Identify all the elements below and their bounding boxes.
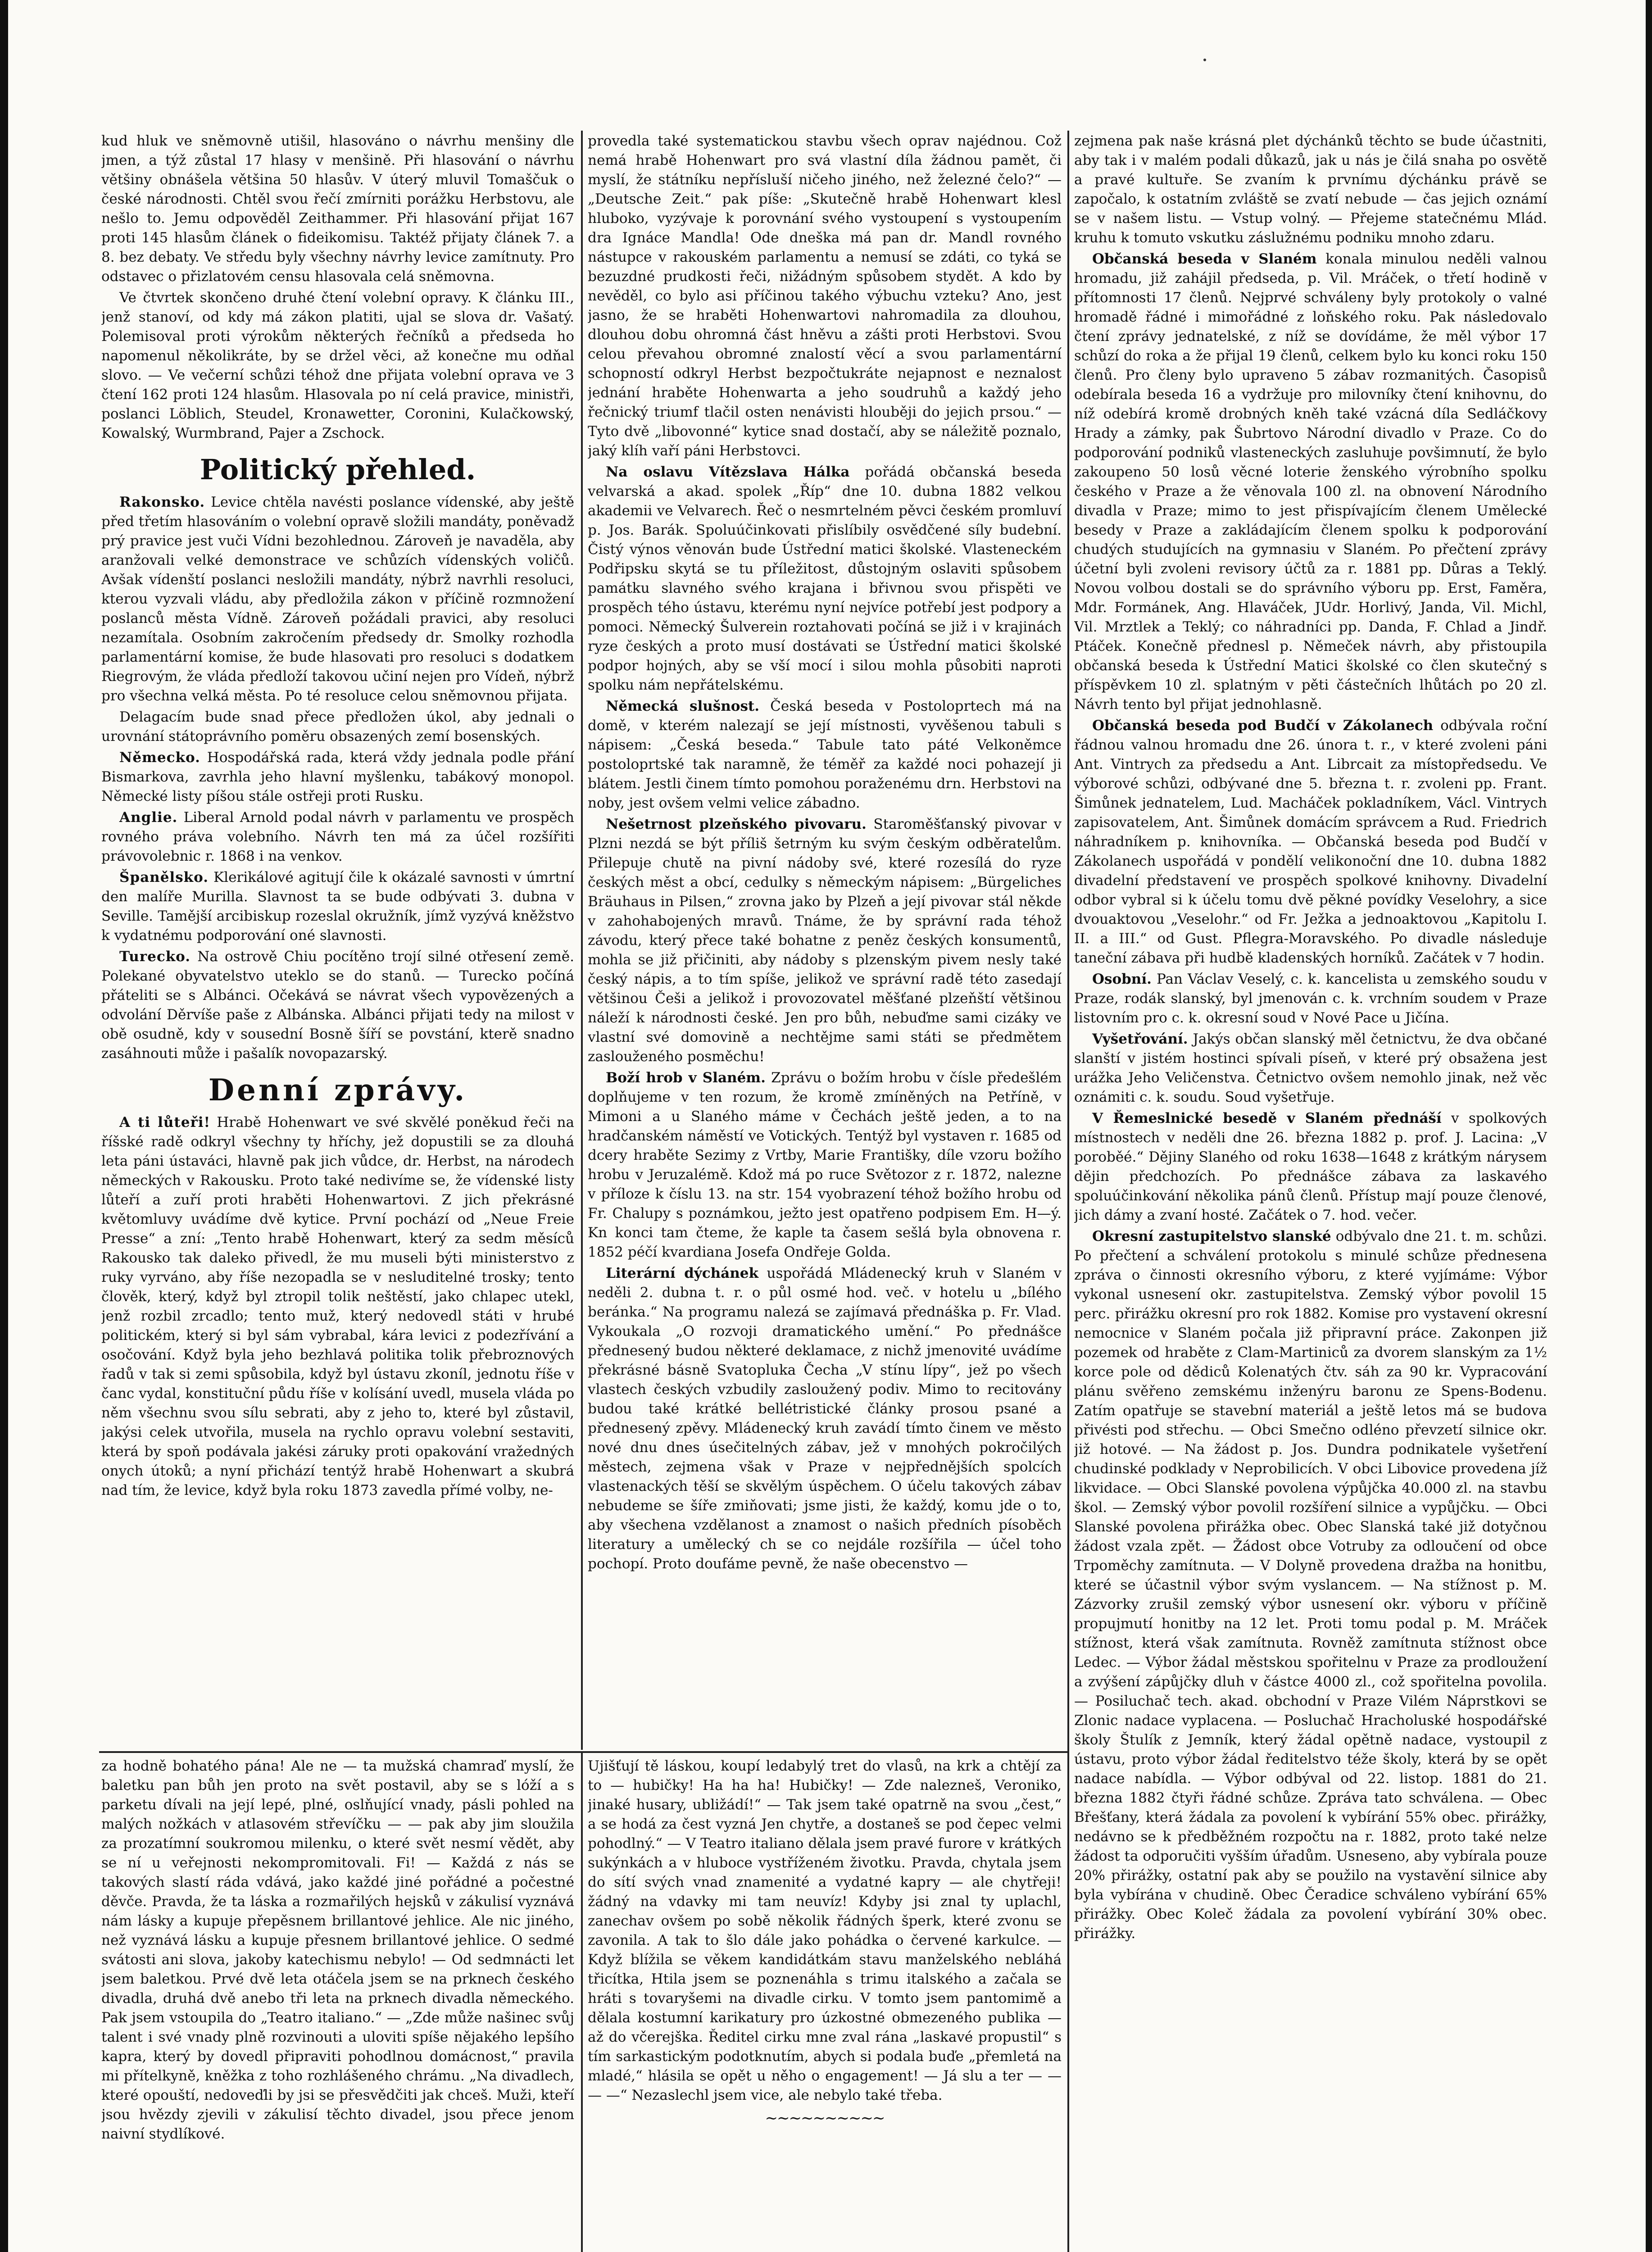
news-item: [588, 815, 1062, 1067]
politicky-item: [101, 868, 574, 945]
news-text: odbývalo dne 21. t. m. schůzi. Po přečtení a schválení protokolu s minulé schůze přednesena zpráva o činnosti okresního výboru, z které vyjímáme: Výbor vykonal usnesení okr. zastupitelstva. Zemský výbor povolil 15 perc. přirážku okresní pro rok 1882. Komise pro vystavení okresní nemocnice v Slaném počala již připravní práce. Zakonpen již pozemek od hraběte z Clam-Martiniců za dvorem slanským za 1½ korce pole od dědiců Kolenatých čtv. sáh za 90 kr. Vypracování plánu svěřeno zemskému inženýru baronu ze Spens-Bodenu. Zatím opatřuje se stavební materiál a ještě letos má se budova přivésti pod střechu. — Obci Smečno odléno převzetí silnice okr. již hotové. — Na žádost p. Jos. Dundra podnikatele vyšetření chudinské podklady v Neprobilicích. V obci Libovice provedena jíž likvidace. — Obci Slanské povolena výpůjčka 40.000 zl. na stavbu škol. — Zemský výbor povolil rozšíření silnice a vypůjčku. — Obci Slanské povolena přirážka obec. Obec Slanská také již dotyčnou žádost vzala zpět. — Žádost obce Votruby za odloučení od obce Trpoměchy zamítnuta. — V Dolyně provedena dražba na honitbu, které se účastnil výbor svým vyslancem. — Na stížnost p. M. Zázvorky zrušil zemský výbor usnesení okr. výboru v příčině propujmutí honitby na 12 let. Proti tomu podal p. M. Mráček stížnost, která však zamítnuta. Rovněž zamítnuta stížnost obce Ledec. — Výbor žádal městskou spořitelnu v Praze za prodloužení a zvýšení zápůjčky dluh v částce 4000 zl., což spořitelna povolila. — Posiluchač tech. akad. obchodní v Praze Vilém Náprstkovi se Zlonic nadace vyplacena. — Posluchač Hracholuské hospodářské školy Štulík z Jemník, který žádal opětně nadace, vystoupil z ústavu, proto výbor žádal ředitelstvo téže školy, která by se opět nadace nabídla. — Výbor odbýval od 22. listop. 1881 do 21. března 1882 čtyři řádné schůze. Zpráva tato schválena. — Obec Břešťany, která žádala za povolení k vybírání 55% obec. přirážky, nedávno se k předběžném rozpočtu na r. 1882, proto také nelze žádost ta odporučiti vyšším úřadům. Usneseno, aby vybírala pouze 20% přirážky, ostatní pak aby se použilo na vystavění silnice aby byla vybírána v chudině. Obec Čeradice schváleno vybírání 65% přirážky. Obec Koleč žádala za povolení vybírání 30% obec. přirážky.: [1074, 1228, 1547, 1942]
politicky-item: [101, 808, 574, 866]
topic-label: Anglie.: [119, 809, 178, 826]
column-gutter-2: [1067, 131, 1069, 2252]
topic-text: Hospodářská rada, která vždy jednala podle přání Bismarkova, zavrhla jeho hlavní myšlenku, tabákový monopol. Německé listy píšou stále ostřeji proti Rusku.: [101, 749, 574, 804]
news-head: V Řemeslnické besedě v Slaném přednáší: [1092, 1110, 1442, 1126]
politicky-item: [101, 493, 574, 706]
topic-label: Rakonsko.: [119, 494, 205, 510]
news-text: odbývala roční řádnou valnou hromadu dne 26. února t. r., v které zvoleni páni Ant. Vintrych za předsedu a Ant. Librcait za místopředsedu. Ve výborové schůzi, odbývané dne 5. března t. r. zvoleni pp. Frant. Šimůnek jednatelem, Lud. Macháček pokladníkem, Václ. Vintrych zapisovatelem, Ant. Šimůnek domácím správcem a Rud. Friedrich náhradníkem p. knihovníka. — Občanská beseda pod Budčí v Zákolanech uspořádá v pondělí velikonoční dne 10. dubna 1882 divadelní představení ve prospěch spolkové knihovny. Divadelní odbor vybral si k účelu tomu dvě pěkné povídky Veselohry, a sice dvouaktovou „Veselohr.“ od Fr. Ježka a jednoaktovou „Kapitolu I. II. a III.“ od Gust. Pflegra-Moravského. Po divadle následuje taneční zábava při hudbě kladenských horníků. Začátek v 7 hodin.: [1074, 717, 1547, 966]
column3-intro: zejmena pak naše krásná plet dýchánků těchto se bude účastniti, aby tak i v malém podali důkazů, jak u nás je čilá snaha po osvětě a pravé kultuře. Se zvaním k prvnímu dýchánku právě se započalo, k ostatním zvláště se zvatí nebude — čas jejich oznámí se v našem listu. — Vstup volný. — Přejeme statečnému Mlád. kruhu k tomuto vskutku záslužnému podniku mnoho zdaru.: [1074, 133, 1547, 246]
topic-text: Klerikálové agitují čile k okázalé savnosti v úmrtní den malíře Murilla. Slavnost ta se bude odbývati 3. dubna v Seville. Tamější arcibiskup rozeslal okružník, jímž vyzývá kněžstvo k vydatnému podporování oné slavnosti.: [101, 869, 574, 944]
column2-top: provedla také systematickou stavbu všech oprav najédnou. Což nemá hrabě Hohenwart pro svá vlastní díla žádnou pamět, či myslí, že státníku nepřísluší ničeho jiného, než železné čelo?“ — „Deutsche Zeit.“ pak píše: „Skutečně hrabě Hohenwart klesl hluboko, vyzývaje k porovnání svého vystoupení s vystoupením dra Ignáce Mandla! Ode dneška má pan dr. Mandl rovného nástupce v rakouském parlamentu a nemusí se zdáti, co tyká se bezuzdné prudkosti řeči, nižádným spůsobem stydět. A kdo by nevěděl, co bylo asi příčinou takého výbuchu vzteku? Ano, jest jasno, že se hraběti Hohenwartovi nahromadila za dlouhou, dlouhou dobu ohromná část hněvu a zášti proti Herbstovi. Svou celou převahou obromné znalostí věcí a svou parlamentární schopností odkryl Herbst bezpočtukráte nejapnost e neznalost jednání hraběte Hohenwarta a jeho soudruhů a každý jeho řečnický triumf tlačil osten nenávisti hlouběji do jejich prsou.“ — Tyto dvě „libovonné“ kytice snad dostačí, aby se náležitě poznalo, jaký klíh vaří páni Herbstovci.: [588, 133, 1062, 459]
news-text: Pan Václav Veselý, c. k. kancelista u zemského soudu v Praze, rodák slanský, byl jmenován c. k. vrchním soudem v Praze listovním pro c. k. okresní soud v Nové Pace u Jičína.: [1074, 971, 1547, 1026]
feuilleton-column-1: [101, 1757, 574, 2252]
news-text: uspořádá Mládenecký kruh v Slaném v neděli 2. dubna t. r. o půl osmé hod. več. v hotelu u „bílého beránka.“ Na programu nalezá se zajímavá přednáška p. Fr. Vlad. Vykoukala „O rozvoji dramatického umění.“ Po přednášce přednesený budou některé deklamace, z nichž jmenovité uvádíme překrásné básně Svatopluka Čecha „V stínu lípy“, jež po všech vlastech českých vzbudily zasloužený podiv. Mimo to recitovány budou také krátké bellétristické články prosou psané a přednesený zpěvy. Mládenecký kruh zavádí tímto činem ve město nové dnu dnes úsečitelných zábav, jež v mnohých pokročilých městech, zejmena však v Praze v nejpřednějších spolcích vlastenackých těší se skvělým úspěchem. O účelu takových zábav nebudeme se šíře zmiňovati; jsme jisti, že každý, komu jde o to, aby všechena vzdělanost a znamost o našich předních písoběch literatury a umělecký ch se co nejdále rozšířila — účel toho pochopí. Proto doufáme pevně, že naše obecenstvo —: [588, 1265, 1062, 1572]
news-item: [588, 463, 1062, 695]
topic-label: Španělsko.: [119, 869, 209, 885]
politicky-item: [101, 708, 574, 746]
feuilleton-text-2: Ujišťují tě láskou, koupí ledabylý tret do vlasů, na krk a chtějí za to — hubičky! Ha ha ha! Hubičky! — Zde nalezneš, Veroniko, jinaké husary, ubližádí!“ — Tak jsem také opatrně na svou „čest,“ a se hodá za čest vyzná Jen chytře, a dostaneš se pod čepec velmi pohodlný.“ — V Teatro italiano dělala jsem pravé furore v krátkých sukýnkách a v hluboce vystříženém životku. Pravda, chytala jsem do sítí svých vnad znamenité a vydatné kapry — ale chytřeji! žádný na vdavky mi tam neuvíz! Kdyby jsi znal ty uplachl, zanechav ovšem po sobě několik řádných šperk, které zvonu se zavonila. A tak to šlo dále jako pohádka o červené karkulce. — Když blížila se věkem kandidátkám stavu manželského nebláhá třicítka, Htila jsem se poznenáhla s trimu italského a začala se hráti s tovaryšemi na divadle cirku. V tomto jsem pantomimě a dělala kostumní karikatury pro úzkostné obmezeného publika — až do včerejška. Ředitel cirku mne zval rána „laskavé propustil“ s tím sarkastickým podotknutím, abych si podala buďe „přemletá na mladé,“ hlásila se opět u něho o engagement! — Já slu a ter — — — —“ Nezaslechl jsem vice, ale nebylo také třeba.: [588, 1758, 1062, 2103]
news-head: Německá slušnost.: [606, 698, 760, 714]
news-head: Nešetrnost plzeňského pivovaru.: [606, 816, 867, 832]
page-edge-left: [0, 0, 8, 2252]
news-item: [588, 1264, 1062, 1574]
topic-text: Levice chtěla navésti poslance vídenské, aby ještě před třetím hlasováním o volební opravě složili mandáty, poněvadž prý pravice jest vuči Vídni bezohlednou. Zároveň je navaděla, aby aranžovali velké demonstrace ve schůzích vídenských voličů. Avšak vídenští poslanci nesložili mandáty, nýbrž navrhli resoluci, kterou vyzvali vládu, aby předložila zákon v příčině rozmnožení poslanců města Vídně. Zároveň požádali pravici, aby resoluci nezamítala. Osobním zakročením předsedy dr. Smolky rozhodla parlamentární komise, že bude hlasovati pro resoluci s dodatkem Riegrovým, že vláda předloží takovou učiní nejen pro Vídeň, nýbrž pro všechna velká města. Po té resoluce celou sněmovnou přijata.: [101, 494, 574, 704]
topic-label: Turecko.: [119, 949, 191, 965]
news-head: Vyšetřování.: [1092, 1031, 1188, 1047]
feuilleton-text-1: za hodně bohatého pána! Ale ne — ta mužská chamraď myslí, že baletku pan bůh jen proto na svět postavil, aby se s lóží a s parketu dívali na její lepé, plné, oslňující vnady, pásli pohled na malých nožkách v atlasovém střevíčku — — pak aby jim sloužila za prozatímní soukromou milenku, o které svět nesmí vědět, aby se ní u veřejnosti nekompromitovali. Fi! — Každá z nás se takových slastí ráda vdává, jako každé jiné pořádné a počestné děvče. Pravda, že ta láska a rozmařilých hejsků v zákulisí vyznává nám lásky a kupuje přepěsnem brillantové jehlice. Ale nic jiného, než vyznává lásku a kupuje přesnem brillantové jehlice. O sedmé svátosti ani slova, jakoby katechismu nebylo! — Od sedmnácti let jsem baletkou. Prvé dvě leta otáčela jsem se na prknech českého divadla, druhá dvě anebo tři leta na prknech divadla německého. Pak jsem vstoupila do „Teatro italiano.“ — „Zde může našinec svůj talent i své vnady plně rozvinouti a uloviti spíše nějakého lepšího kapra, který by dovedl připraviti pohodlnou domácnost,“ pravila mi přítelkyně, kněžka z toho rozhlášeného chrámu. „Na divadlech, které opouští, nedoveďli by jsi se přesvědčiti jak chceš. Muži, kteří jsou hvězdy zjevili v zákulisí těchto divadel, jsou přece jenom naivní stydlíkové.: [101, 1758, 574, 2142]
news-item: [588, 697, 1062, 813]
news-item: [1074, 1109, 1547, 1225]
page-edge-right: [1646, 0, 1652, 2252]
column-3: [1074, 132, 1547, 2252]
section-title-politicky: Politický přehled.: [200, 453, 476, 486]
news-text: Staroměšťanský pivovar v Plzni nezdá se být příliš šetrným ku svým českým odběratelům. Přilepuje chutě na pivní nádoby své, které rozesílá do ryze českých měst a obcí, cedulky s německým nápisem: „Bürgeliches Bräuhaus in Pilsen,“ zrovna jako by Plzeň a její pivovar stál někde v zahohabojených mravů. Tnáme, že by správní rada téhož závodu, který přece také bohatne z peněz českých konsumentů, mohla se již přičiniti, aby nádoby s plzenským pivem nesly také český nápis, a to tím spíše, jelikož ve správní radě této zasedají většinou Češi a jelikož i provozovatel měšťané plzeňští většinou náleží k národnosti české. Jen pro bůh, nebuďme sami cizáky ve vlastní své domovině a nechtějme sami státi se předmětem zaslouženého posměchu!: [588, 816, 1062, 1065]
news-head: Osobní.: [1092, 971, 1152, 987]
feuilleton-gutter: [581, 1753, 583, 2252]
news-head: Občanská beseda pod Budčí v Zákolanech: [1092, 717, 1434, 734]
news-item: [1074, 970, 1547, 1028]
news-item: [1074, 250, 1547, 714]
news-head: Literární dýchánek: [606, 1265, 759, 1281]
section-title-denni: Denní zprávy.: [208, 1072, 467, 1108]
news-item: [1074, 716, 1547, 968]
print-speck: [1203, 59, 1206, 61]
news-head: Okresní zastupitelstvo slanské: [1092, 1228, 1331, 1244]
news-item: [1074, 1227, 1547, 1943]
news-head: Na oslavu Vítězslava Hálka: [606, 464, 850, 480]
news-text: Jakýs občan slanský měl četnictvu, že dva občané slanští v jistém hostinci spívali píseň, v které prý obsažena jest urážka Jeho Veličenstva. Četnictvo ovšem nemohlo jinak, než věc oznámiti c. k. soudu. Soud vyšetřuje.: [1074, 1031, 1547, 1105]
politicky-item: [101, 947, 574, 1063]
column-1: [101, 132, 574, 1748]
denni-item: [101, 1113, 574, 1500]
feuilleton-divider: [99, 1751, 1067, 1753]
wavy-separator-ornament: ∼∼∼∼∼∼∼∼∼∼: [765, 2109, 885, 2127]
column-2: [588, 132, 1062, 1748]
column-gutter-1: [581, 131, 583, 1750]
news-text: v spolkových místnostech v neděli dne 26. března 1882 p. prof. J. Lacina: „V poroběé.“ Dějiny Slaného od roku 1638—1648 z krátkým nárysem dějin předchozích. Po přednášce zábava za laskavého spoluúčinkování několika pánů členů. Přístup mají pouze členové, jich dámy a zvaní hosté. Začátek o 7. hod. večer.: [1074, 1110, 1547, 1223]
news-text: konala minulou neděli valnou hromadu, již zahájil předseda, p. Vil. Mráček, o třetí hodině v přítomnosti 17 členů. Nejprvé schváleny byly protokoly o valné hromadě řádné i mimořádné z loňského roku. Pak následovalo čtení zprávy jednatelské, z níž se dovídáme, že měl výbor 17 schůzí do roka a že přijal 19 členů, celkem bylo ku konci roku 150 členů. Pro členy bylo upraveno 5 zábav rozmanitých. Časopisů odebírala beseda 16 a vydržuje pro milovníky čtení knihovnu, do níž odebírá kromě drobných kněh také vzácná díla Sedláčkovy Hrady a zámky, pak Šubrtovo Národní divadlo v Praze. Co do podporování podniků vlasteneckých zasluhuje povšimnutí, že bylo zakoupeno 50 losů věcné loterie ženského výrobního spolku českého v Praze a že věnovala 100 zl. na obnovení Národního divadla v Praze; mimo to jest přispívajícím členem Umělecké besedy v Praze a zakládajícím členem spolku k podporování chudých studujících na gymnasiu v Slaném. Po přečtení zprávy účetní byli zvoleni revisory účtů za r. 1881 pp. Důras a Teklý. Novou volbou dostali se do správního výboru pp. Erst, Faměra, Mdr. Formánek, Ang. Hlaváček, JUdr. Horlivý, Janda, Vil. Michl, Vil. Mrztlek a Teklý; co náhradníci pp. Danda, F. Chlad a Jindř. Ptáček. Konečně přednesl p. Němeček návrh, aby přistoupila občanská beseda k Ústřední Matici školské co člen skutečný s příspěvkem 10 zl. splatným v pěti částečních lhůtách po 20 zl. Návrh tento byl přijat jednohlasně.: [1074, 251, 1547, 713]
news-head: Boží hrob v Slaném.: [606, 1070, 766, 1086]
column1-intro-1: kud hluk ve sněmovně utišil, hlasováno o návrhu menšiny dle jmen, a týž zůstal 17 hlasy v menšině. Při hlasování o návrhu většiny obnášela většina 50 hlasův. V úterý mluvil Tomaščuk o české národnosti. Chtěl svou řečí zmírniti porážku Herbstovu, ale nešlo to. Jemu odpověděl Zeithammer. Při hlasování přijat 167 proti 145 hlasům článek o fideikomisu. Taktéž přijaty článek 7. a 8. bez debaty. Ve středu byly všechny návrhy levice zamítnuty. Pro odstavec o přizlatovém censu hlasovala celá sněmovna.: [101, 133, 574, 285]
topic-label: Německo.: [119, 749, 200, 766]
topic-label: A ti lůteři!: [119, 1114, 211, 1131]
news-item: [1074, 1030, 1547, 1107]
topic-text: Delagacím bude snad přece předložen úkol, aby jednali o urovnání státoprávního poměru obsazených zemí bosenských.: [101, 709, 574, 745]
politicky-item: [101, 748, 574, 806]
topic-text: Hrabě Hohenwart ve své skvělé poněkud řeči na říšské radě odkryl všechny ty hříchy, jež dopustili se za dlouhá leta páni ústaváci, hlavně pak jich vůdce, dr. Herbst, na národech německých v Rakousku. Proto také nedivíme se, že vídenské listy lůteří a zuří proti hraběti Hohenwartovi. Z jich překrásné květomluvy uvádíme dvě kytice. První pochází od „Neue Freie Presse“ a zní: „Tento hrabě Hohenwart, který za sedm měsíců Rakousko tak daleko přivedl, že mu museli býti ministerstvo z ruky vyrváno, aby říše nezopadla se v nesluditelné trosky; tento člověk, který, když byl ztropil tolik neštěstí, jako chlapec utekl, jenž rozbil zrcadlo; tento muž, který nedovedl státi v hrubé politickém, který si byl sám vybrabal, kára levici z podezřívání a osočování. Když byla jeho bezhlavá politika tolik přebroznových řadů v tak si zemi spůsobila, když byl ústavu zkoníl, jednotu říše v čanc vydal, konstituční půdu říše v kolísání uvedl, musela vláda po něm všechnu svou sílu sebrati, aby z jeho to, které byl zůstavil, jakýsi celek utvořila, musela na rychlo opravu volební sestaviti, která by spoň podávala jakési záruky proti opakování vražedných onych útoků; a nyní přichází tentýž hrabě Hohenwart a skubrá nad tím, že levice, když byla roku 1873 zavedla přímé volby, ne-: [101, 1114, 574, 1498]
news-head: Občanská beseda v Slaném: [1092, 251, 1317, 267]
topic-text: Na ostrově Chiu pocítěno trojí silné otřesení země. Polekané obyvatelstvo uteklo se do stanů. — Turecko počíná přáteliti se s Albánci. Očekává se návrat všech vypovězených a odvolání Děrvíše paše z Albánska. Albánci přijati tedy na milost v obě osudně, kdy v sousední Bosně šíří se povstání, kterě snadno zasáhnouti může i pašalík novopazarský.: [101, 949, 574, 1062]
news-item: [588, 1068, 1062, 1262]
column1-intro-2: Ve čtvrtek skončeno druhé čtení volební opravy. K článku III., jenž stanoví, od kdy má zákon platiti, ujal se slova dr. Vašatý. Polemisoval proti výrokům některých řečníků a předseda ho napomenul několikráte, by se držel věci, až konečne mu odňal slovo. — Ve večerní schůzi téhož dne přijata volební oprava ve 3 čtení 162 proti 124 hlasům. Hlasovala po ní celá pravice, ministři, poslanci Löblich, Steudel, Kronawetter, Coronini, Kulačkowský, Kowalský, Wurmbrand, Pajer a Zschock.: [101, 290, 574, 441]
topic-text: Liberal Arnold podal návrh v parlamentu ve prospěch rovného práva volebního. Návrh ten má za účel rozšířiti právovolebnic r. 1868 i na venkov.: [101, 809, 574, 864]
news-text: Zprávu o božím hrobu v čísle předešlém doplňujeme v ten rozum, že kromě zmíněných na Petříně, v Mimoni a u Slaného máme v Čechách ještě jeden, a to na hradčanském náměstí ve Votických. Tentýž byl vystaven r. 1685 od dcery hraběte Sezimy z Vrtby, Marie Františky, díle vzoru božího hrobu v Jeruzalémě. Kdož má po ruce Světozor z r. 1872, nalezne v příloze k číslu 13. na str. 154 vyobrazení téhož božího hrobu od Fr. Chalupy s poznámkou, ježto jest opatřeno podpisem Em. H—ý. Kn konci tam čteme, že kaple ta časem sešlá byla obnovena r. 1852 péčí kvardiana Josefa Ondřeje Golda.: [588, 1070, 1062, 1260]
feuilleton-column-2: [588, 1757, 1062, 2252]
news-text: Česká beseda v Postoloprtech má na domě, v kterém nalezají se její místnosti, vyvěšenou tabuli s nápisem: „Česká beseda.“ Tabule tato páté Velkoněmce postoloprtské tak naramně, že téměř za každé noci pohazejí ji blátem. Jestli činem tímto pomohou poraženému drn. Herbstovi na noby, jest ovšem velmi velice zábadno.: [588, 698, 1062, 811]
news-text: pořádá občanská beseda velvarská a akad. spolek „Říp“ dne 10. dubna 1882 velkou akademii ve Velvarech. Řeč o nesmrtelném pěvci českém promluví p. Jos. Barák. Spoluúčinkovati přislíbily osvědčené síly budební. Čistý výnos věnován bude Ústřední matici školské. Vlasteneckém Podřipsku skytá se tu příležitost, důstojným oslaviti spůsobem památku slavného svého krajana i břivnou svou přispěti ve prospěch tého ústavu, kterému nyní nejvíce potřebí jest podpory a pomoci. Německý Šulverein roztahovati počíná se již i v krajinách ryze českých a proto musí dostávati se Ústřední matici školské podpor hojných, aby se vší mocí i silou mohla působiti naproti spolku nám nepřátelskému.: [588, 464, 1062, 693]
